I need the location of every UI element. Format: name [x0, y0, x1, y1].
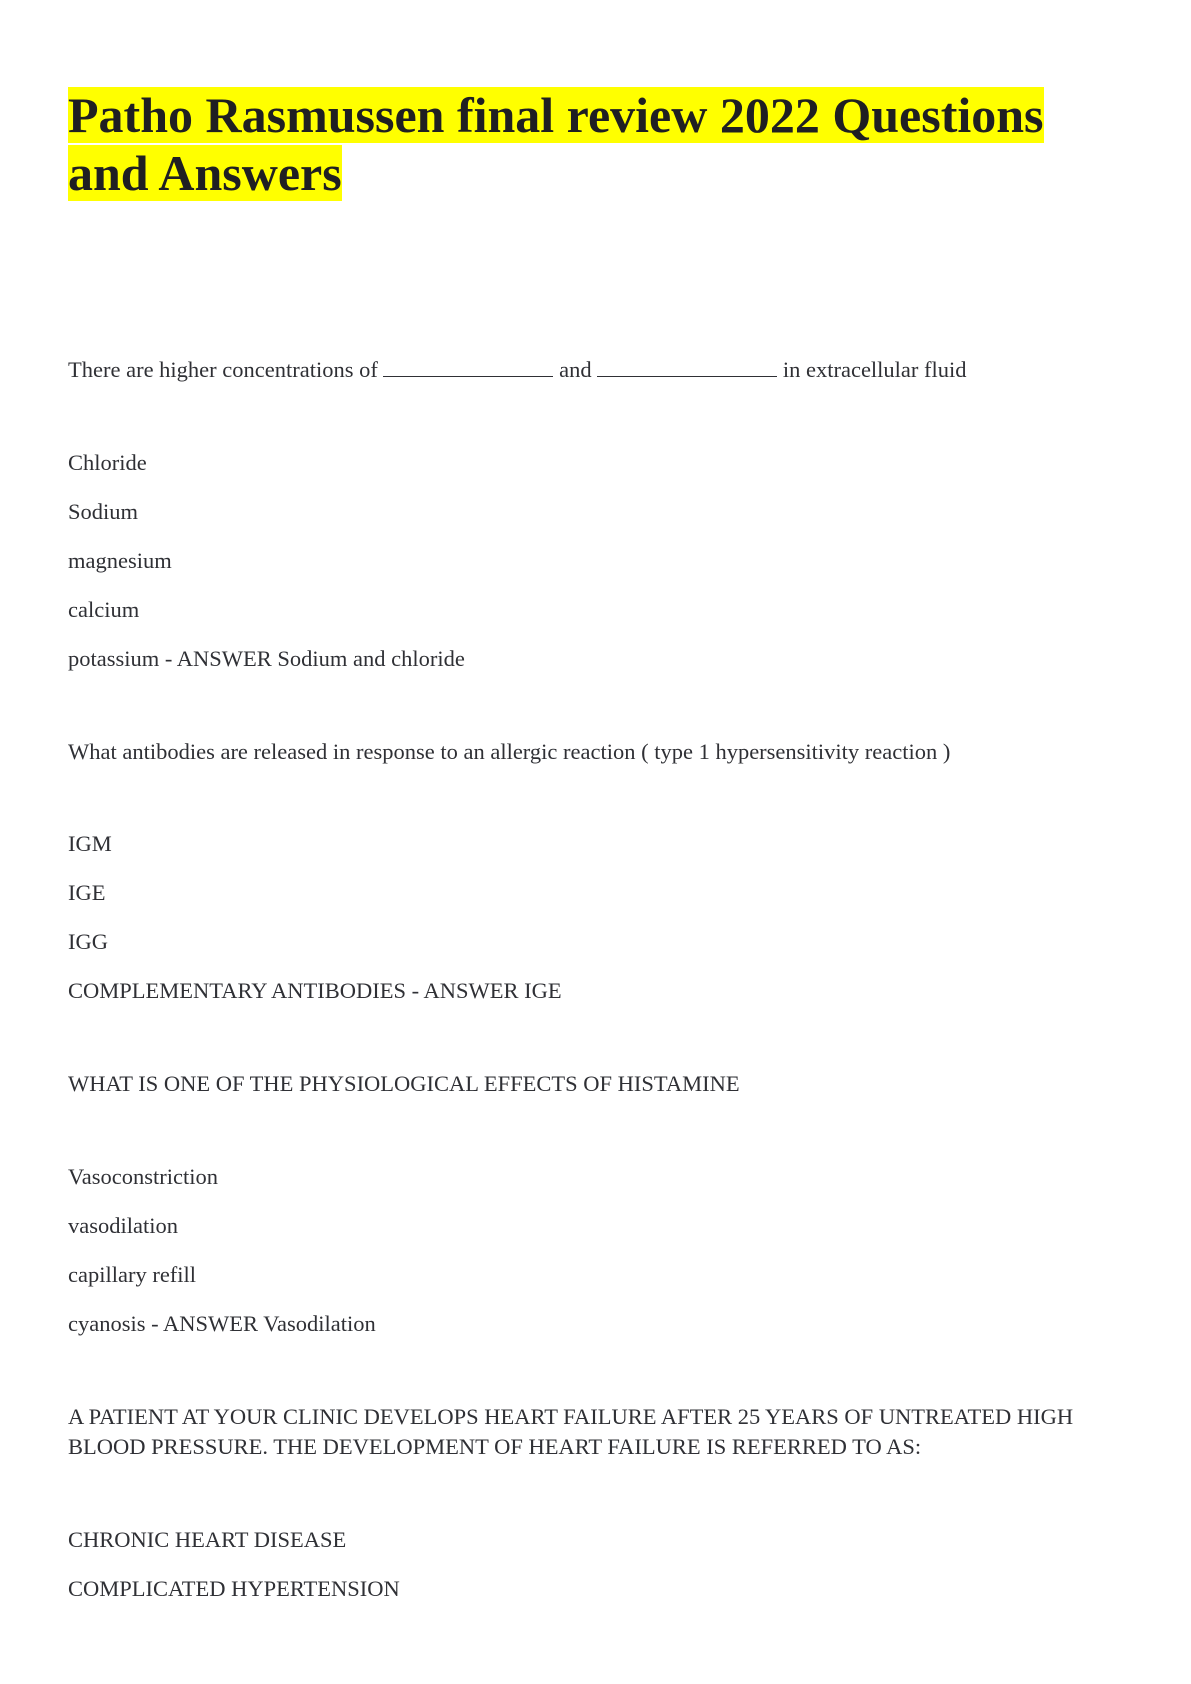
fill-in-blank-1 — [383, 356, 553, 377]
question-3: WHAT IS ONE OF THE PHYSIOLOGICAL EFFECTS OF HISTAMINE — [68, 1071, 740, 1096]
q1-option: Sodium — [68, 499, 139, 524]
question-1 — [68, 355, 967, 385]
q2-option: IGG — [68, 929, 108, 954]
document-title — [68, 86, 1128, 202]
q1-option: magnesium — [68, 548, 172, 573]
question-1-suffix: in extracellular fluid — [777, 357, 967, 382]
q3-option: vasodilation — [68, 1213, 178, 1238]
q3-option: Vasoconstriction — [68, 1164, 218, 1189]
q1-option: Chloride — [68, 450, 147, 475]
question-2: What antibodies are released in response to an allergic reaction ( type 1 hypersensitivity reaction ) — [68, 739, 951, 764]
q4-option: CHRONIC HEART DISEASE — [68, 1527, 347, 1552]
q1-option: calcium — [68, 597, 140, 622]
q3-option: capillary refill — [68, 1262, 197, 1287]
q4-option: COMPLICATED HYPERTENSION — [68, 1576, 400, 1601]
title-highlight: Patho Rasmussen final review 2022 Questions and Answers — [68, 87, 1044, 201]
question-1-prefix: There are higher concentrations of — [68, 357, 384, 382]
question-1-middle: and — [553, 357, 598, 382]
fill-in-blank-2 — [597, 356, 777, 377]
q1-answer: potassium - ANSWER Sodium and chloride — [68, 646, 465, 671]
q2-answer: COMPLEMENTARY ANTIBODIES - ANSWER IGE — [68, 978, 562, 1003]
question-4: A PATIENT AT YOUR CLINIC DEVELOPS HEART FAILURE AFTER 25 YEARS OF UNTREATED HIGH BLOOD PRESSURE. THE DEVELOPMENT OF HEART FAILURE IS REFERRED TO AS: — [68, 1404, 1074, 1459]
q2-option: IGM — [68, 831, 112, 856]
q2-option: IGE — [68, 880, 106, 905]
q3-answer: cyanosis - ANSWER Vasodilation — [68, 1311, 376, 1336]
